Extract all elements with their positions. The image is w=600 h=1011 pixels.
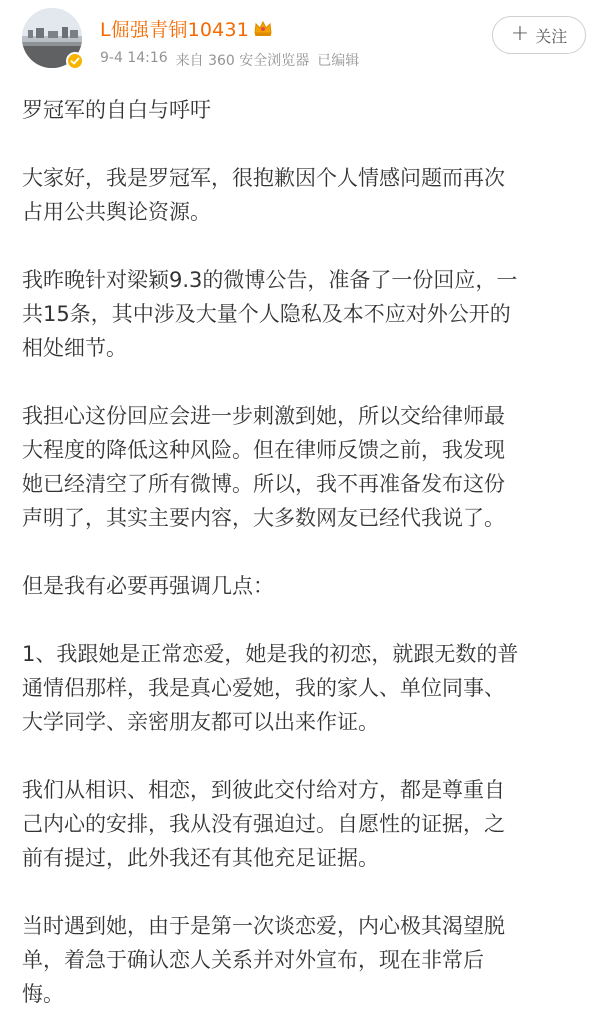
username-row [100, 14, 273, 42]
paragraph-7: 当时遇到她，由于是第一次谈恋爱，内心极其渴望脱 单，着急于确认恋人关系并对外宣布，现在非常后 悔。 [22, 914, 505, 1006]
edited-label[interactable]: 已编辑 [317, 53, 360, 69]
post-meta [100, 50, 359, 70]
post-date: 9-4 14:16 [100, 50, 168, 66]
paragraph-5: 1、我跟她是正常恋爱，她是我的初恋，就跟无数的普 通情侣那样，我是真心爱她，我的家人、单位同事、 大学同学、亲密朋友都可以出来作证。 [22, 642, 519, 734]
paragraph-4: 但是我有必要再强调几点： [22, 574, 274, 598]
paragraph-2: 我昨晚针对梁颖9.3的微博公告，准备了一份回应，一 共15条，其中涉及大量个人隐私及本不应对外公开的 相处细节。 [22, 268, 518, 360]
paragraph-1: 大家好，我是罗冠军，很抱歉因个人情感问题而再次 占用公共舆论资源。 [22, 166, 505, 224]
follow-button[interactable] [492, 16, 586, 54]
post-source: 来自 360 安全浏览器 [175, 53, 310, 69]
post-content [22, 93, 588, 1011]
post-title: 罗冠军的自白与呼吁 [22, 98, 211, 122]
crown-icon [253, 19, 273, 37]
plus-icon: + [510, 21, 530, 46]
post-header [0, 0, 600, 92]
paragraph-6: 我们从相识、相恋，到彼此交付给对方，都是尊重自 己内心的安排，我从没有强迫过。自愿性的证据，之 前有提过，此外我还有其他充足证据。 [22, 778, 505, 870]
paragraph-3: 我担心这份回应会进一步刺激到她，所以交给律师最 大程度的降低这种风险。但在律师反馈之前，我发现 她已经清空了所有微博。所以，我不再准备发布这份 声明了，其实主要内容，大多数网友已经代我说了。 [22, 404, 505, 530]
verified-badge-icon [66, 52, 84, 70]
username-link[interactable]: L倔强青铜10431 [100, 18, 250, 41]
follow-label: 关注 [535, 26, 568, 46]
